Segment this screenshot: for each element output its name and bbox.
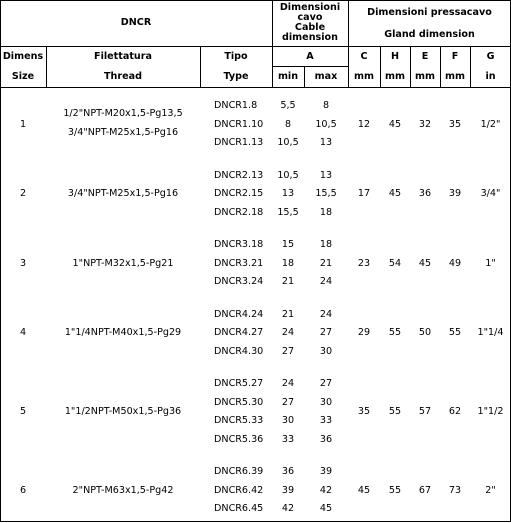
h-cell: 45 — [388, 118, 402, 130]
tipo-cell: DNCR5.33 — [214, 415, 264, 427]
header-e: E — [421, 51, 429, 62]
header-thread: Thread — [104, 71, 142, 82]
f-cell: 62 — [448, 406, 462, 417]
g-cell: 1" — [485, 257, 496, 269]
thread-cell: 1"1/4NPT-M40x1,5-Pg29 — [64, 327, 182, 339]
min-cell: 30 — [281, 415, 295, 427]
header-dimensioni-pressacavo: Dimensioni pressacavo — [367, 7, 492, 18]
header-dimensioni-cavo — [272, 0, 348, 46]
size-cell: 6 — [19, 484, 27, 496]
header-rule-1 — [0, 46, 511, 47]
size-cell: 2 — [19, 188, 27, 200]
c-cell: 35 — [357, 406, 371, 417]
max-cell: 8 — [322, 100, 330, 112]
header-divider-c — [380, 46, 381, 88]
max-cell: 18 — [319, 206, 333, 218]
header-dimensioni-cavo-line-1: Dimensioni — [279, 2, 341, 13]
tipo-cell: DNCR3.24 — [214, 276, 264, 288]
tipo-cell: DNCR1.10 — [214, 118, 264, 130]
header-divider-dncr — [272, 0, 273, 88]
f-cell: 55 — [448, 327, 462, 339]
max-cell: 30 — [319, 396, 333, 408]
header-unit-g: in — [485, 71, 496, 82]
header-divider-cavo — [348, 0, 349, 88]
min-cell: 18 — [281, 257, 295, 269]
e-cell: 57 — [418, 406, 432, 417]
thread-cell: 1/2"NPT-M20x1,5-Pg13,5 — [63, 107, 183, 119]
header-dimensioni-cavo-line-3: Cable — [294, 22, 326, 33]
f-cell: 49 — [448, 257, 462, 269]
e-cell: 45 — [418, 257, 432, 269]
tipo-cell: DNCR5.36 — [214, 433, 264, 445]
min-cell: 36 — [281, 466, 295, 478]
tipo-cell: DNCR2.15 — [214, 188, 264, 200]
size-cell: 3 — [19, 257, 27, 269]
c-cell: 45 — [357, 484, 371, 496]
header-divider-e — [440, 46, 441, 88]
header-unit-h: mm — [385, 71, 405, 82]
h-cell: 55 — [388, 327, 402, 339]
thread-cell: 3/4"NPT-M25x1,5-Pg16 — [67, 188, 179, 200]
header-f: F — [451, 51, 459, 62]
g-cell: 3/4" — [480, 188, 501, 200]
header-divider-size — [46, 46, 47, 88]
header-unit-f: mm — [445, 71, 465, 82]
c-cell: 23 — [357, 257, 371, 269]
max-cell: 13 — [319, 137, 333, 149]
max-cell: 30 — [319, 345, 333, 357]
header-dncr: DNCR — [120, 17, 152, 28]
header-c: C — [360, 51, 368, 62]
h-cell: 55 — [388, 484, 402, 496]
header-tipo: Tipo — [224, 51, 248, 62]
g-cell: 2" — [485, 484, 496, 496]
thread-cell: 3/4"NPT-M25x1,5-Pg16 — [67, 126, 179, 138]
e-cell: 50 — [418, 327, 432, 339]
header-unit-c: mm — [354, 71, 374, 82]
max-cell: 21 — [319, 257, 333, 269]
max-cell: 13 — [319, 169, 333, 181]
min-cell: 24 — [281, 327, 295, 339]
header-min: min — [277, 71, 299, 82]
c-cell: 29 — [357, 327, 371, 339]
c-cell: 12 — [357, 118, 371, 130]
tipo-cell: DNCR4.24 — [214, 308, 264, 320]
tipo-cell: DNCR6.45 — [214, 503, 264, 515]
header-g: G — [486, 51, 495, 62]
header-gland-dimension: Gland dimension — [384, 29, 475, 40]
max-cell: 36 — [319, 433, 333, 445]
max-cell: 42 — [319, 484, 333, 496]
max-cell: 24 — [319, 276, 333, 288]
min-cell: 13 — [281, 188, 295, 200]
h-cell: 55 — [388, 406, 402, 417]
min-cell: 8 — [284, 118, 292, 130]
min-cell: 39 — [281, 484, 295, 496]
header-dimensioni-cavo-line-4: dimension — [282, 32, 338, 43]
max-cell: 15,5 — [315, 188, 337, 200]
tipo-cell: DNCR5.27 — [214, 378, 264, 390]
e-cell: 67 — [418, 484, 432, 496]
table-border-top — [0, 0, 511, 1]
min-cell: 5,5 — [280, 100, 296, 112]
g-cell: 1"1/4 — [477, 327, 504, 339]
e-cell: 36 — [418, 188, 432, 200]
min-cell: 21 — [281, 308, 295, 320]
table-border-bottom — [0, 521, 511, 522]
min-cell: 27 — [281, 396, 295, 408]
tipo-cell: DNCR4.27 — [214, 327, 264, 339]
min-cell: 10,5 — [277, 169, 299, 181]
thread-cell: 1"NPT-M32x1,5-Pg21 — [72, 257, 174, 269]
max-cell: 24 — [319, 308, 333, 320]
tipo-cell: DNCR6.39 — [214, 466, 264, 478]
header-divider-thread — [200, 46, 201, 88]
max-cell: 33 — [319, 415, 333, 427]
tipo-cell: DNCR2.13 — [214, 169, 264, 181]
f-cell: 35 — [448, 118, 462, 130]
header-divider-f — [470, 46, 471, 88]
header-filettatura: Filettatura — [94, 51, 152, 62]
max-cell: 10,5 — [315, 118, 337, 130]
header-max: max — [314, 71, 338, 82]
tipo-cell: DNCR1.8 — [214, 100, 258, 112]
g-cell: 1/2" — [480, 118, 501, 130]
max-cell: 45 — [319, 503, 333, 515]
min-cell: 15 — [281, 239, 295, 251]
min-cell: 24 — [281, 378, 295, 390]
h-cell: 54 — [388, 257, 402, 269]
tipo-cell: DNCR3.21 — [214, 257, 264, 269]
header-dimens: Dimens — [2, 51, 44, 62]
c-cell: 17 — [357, 188, 371, 200]
tipo-cell: DNCR5.30 — [214, 396, 264, 408]
g-cell: 1"1/2 — [477, 406, 504, 417]
header-type: Type — [223, 71, 249, 82]
tipo-cell: DNCR3.18 — [214, 239, 264, 251]
header-dimensioni-cavo-line-2: cavo — [297, 12, 323, 23]
tipo-cell: DNCR6.42 — [214, 484, 264, 496]
header-size: Size — [11, 71, 35, 82]
size-cell: 4 — [19, 327, 27, 339]
max-cell: 27 — [319, 327, 333, 339]
size-cell: 1 — [19, 118, 27, 130]
tipo-cell: DNCR4.30 — [214, 345, 264, 357]
tipo-cell: DNCR2.18 — [214, 206, 264, 218]
header-unit-e: mm — [415, 71, 435, 82]
header-rule-2 — [272, 66, 348, 67]
min-cell: 10,5 — [277, 137, 299, 149]
header-a: A — [306, 51, 314, 62]
min-cell: 42 — [281, 503, 295, 515]
max-cell: 39 — [319, 466, 333, 478]
h-cell: 45 — [388, 188, 402, 200]
thread-cell: 2"NPT-M63x1,5-Pg42 — [72, 484, 174, 496]
thread-cell: 1"1/2NPT-M50x1,5-Pg36 — [64, 406, 182, 417]
min-cell: 33 — [281, 433, 295, 445]
header-rule-3 — [0, 87, 511, 88]
max-cell: 27 — [319, 378, 333, 390]
tipo-cell: DNCR1.13 — [214, 137, 264, 149]
max-cell: 18 — [319, 239, 333, 251]
header-divider-h — [410, 46, 411, 88]
min-cell: 15,5 — [277, 206, 299, 218]
min-cell: 21 — [281, 276, 295, 288]
header-divider-min — [304, 66, 305, 88]
e-cell: 32 — [418, 118, 432, 130]
f-cell: 73 — [448, 484, 462, 496]
f-cell: 39 — [448, 188, 462, 200]
min-cell: 27 — [281, 345, 295, 357]
header-h: H — [390, 51, 400, 62]
size-cell: 5 — [19, 406, 27, 417]
